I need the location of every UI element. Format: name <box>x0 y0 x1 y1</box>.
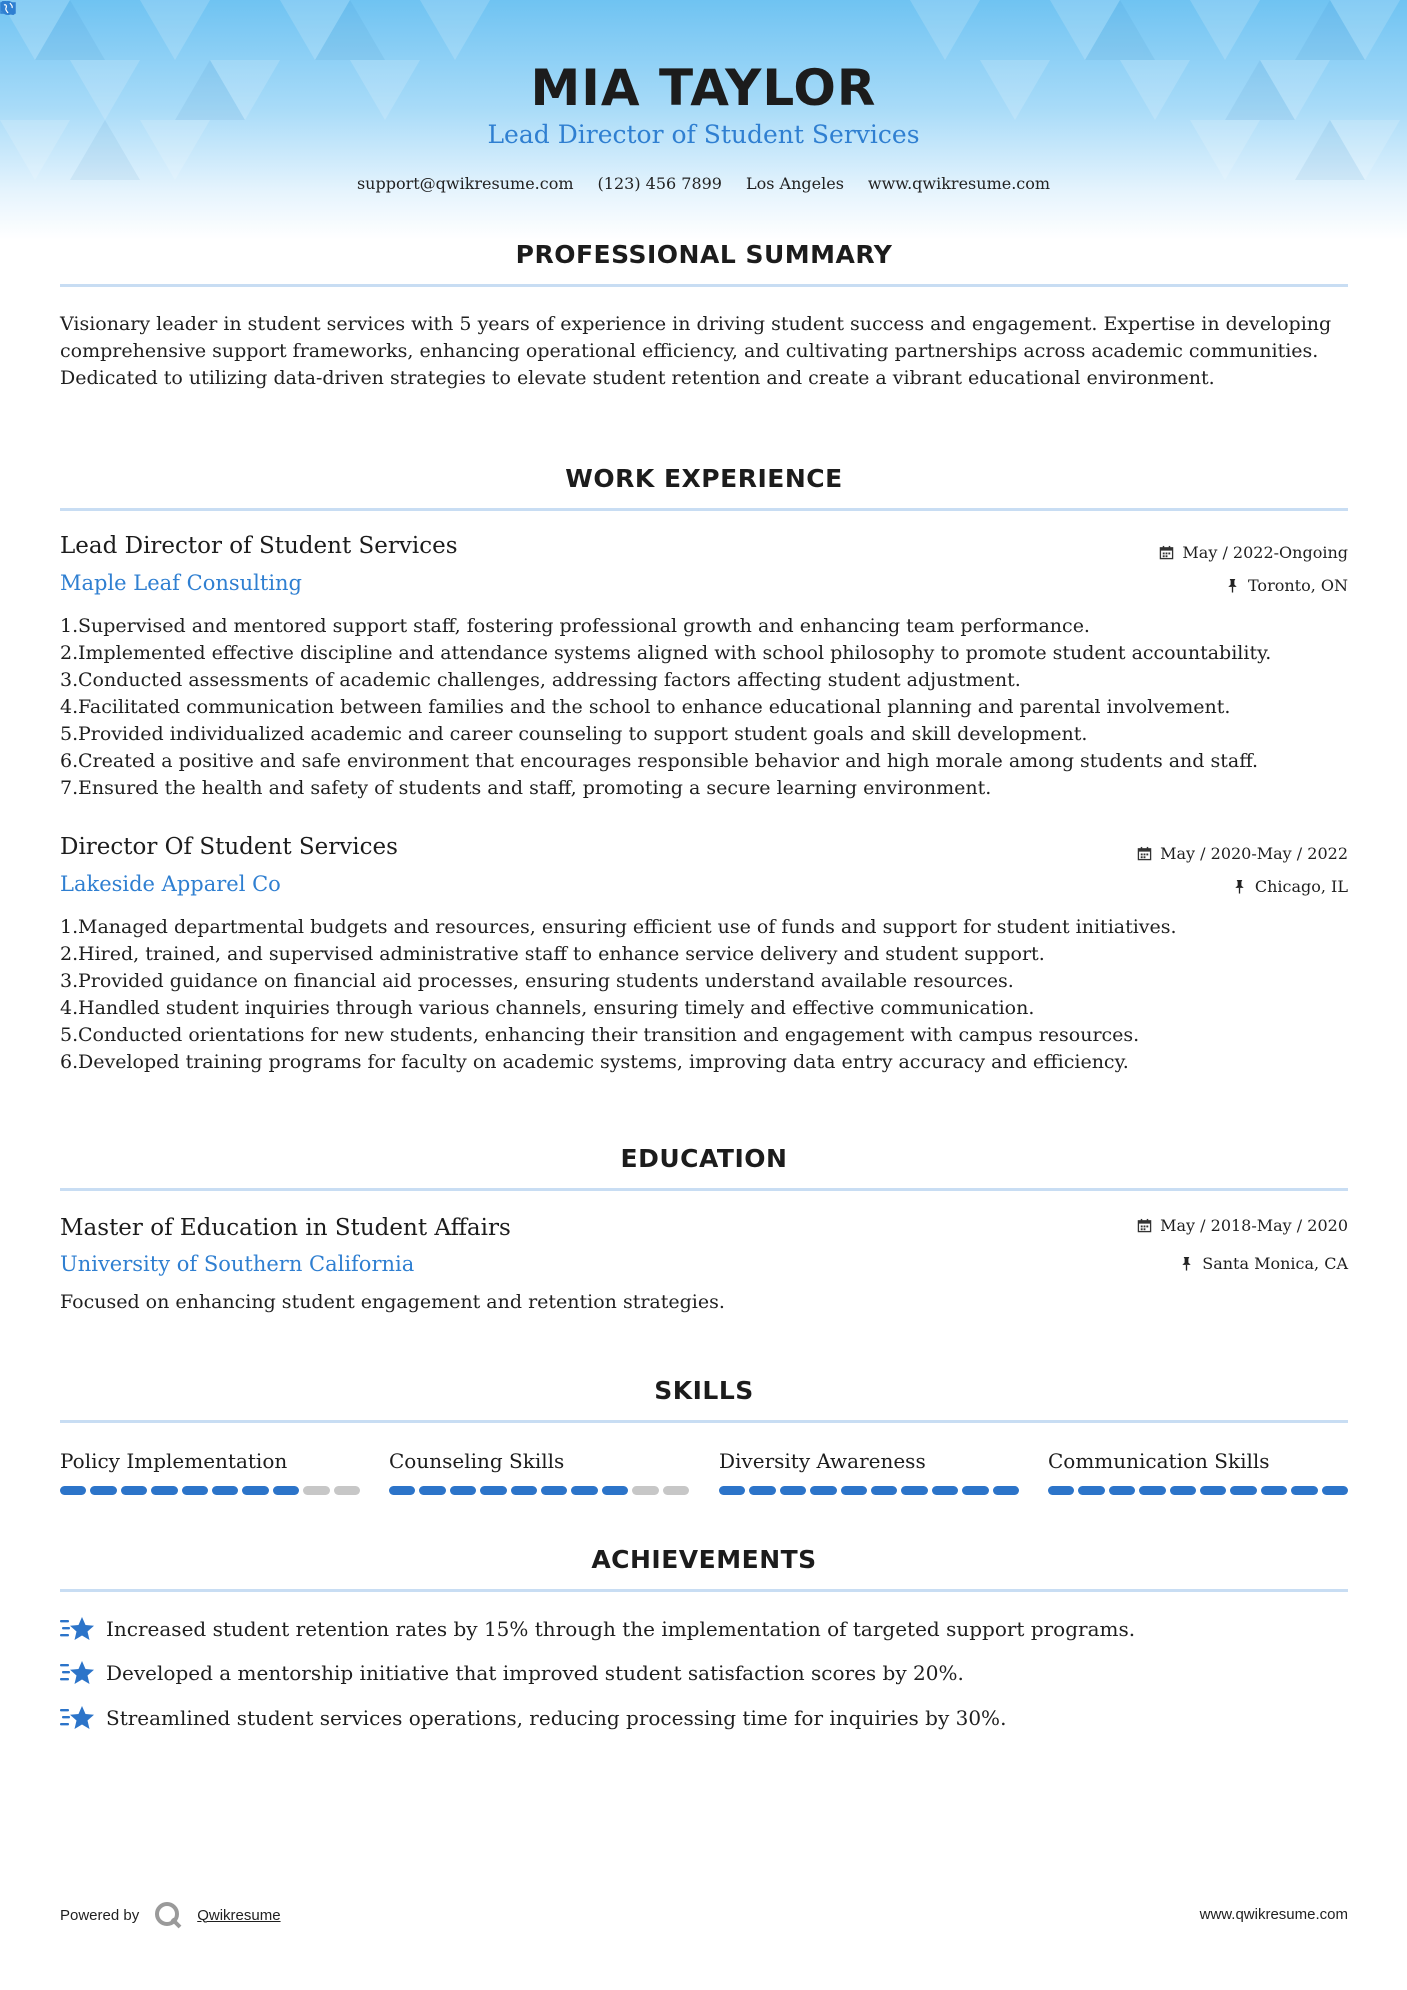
skill-level-segment <box>602 1486 628 1495</box>
job-company: Maple Leaf Consulting <box>60 571 303 595</box>
shooting-star-icon <box>60 1703 94 1733</box>
skill-item <box>60 1448 360 1495</box>
skill-level-segment <box>663 1486 689 1495</box>
summary-divider <box>60 284 1348 287</box>
candidate-name: MIA TAYLOR <box>530 59 877 117</box>
achievements-heading: ACHIEVEMENTS <box>591 1545 817 1574</box>
email-text: support@qwikresume.com <box>356 174 574 193</box>
skill-level-segment <box>450 1486 476 1495</box>
skill-level-segment <box>242 1486 268 1495</box>
list-item: 3. Provided guidance on financial aid processes, ensuring students understand available resources. <box>60 970 1014 992</box>
skill-item <box>389 1448 689 1495</box>
achievement-text: Streamlined student services operations, reducing processing time for inquiries by 30%. <box>106 1706 1007 1730</box>
skill-level-segment <box>841 1486 867 1495</box>
skills-heading: SKILLS <box>654 1376 754 1405</box>
shooting-star-icon <box>60 1658 94 1688</box>
job-dates-text: May / 2020-May / 2022 <box>1160 844 1348 863</box>
skills-divider <box>60 1420 1348 1423</box>
education-dates-text: May / 2018-May / 2020 <box>1160 1216 1348 1235</box>
summary-text: Visionary leader in student services with 5 years of experience in driving student success and engagement. Expertise in developing comprehensive support frameworks, enhancing operational efficiency, and cultivating partnerships across academic communities. Dedicated to utilizing data-driven strategies to elevate student retention and create a vibrant educational environment. <box>60 313 1332 389</box>
skill-level-segment <box>1139 1486 1165 1495</box>
job-bullets <box>60 613 1360 802</box>
skill-level-segment <box>90 1486 116 1495</box>
achievement-text: Increased student retention rates by 15% through the implementation of targeted support programs. <box>106 1617 1136 1641</box>
calendar-icon <box>1159 545 1174 560</box>
list-item: 3. Conducted assessments of academic challenges, addressing factors affecting student adjustment. <box>60 669 1021 691</box>
brand-link[interactable]: Qwikresume <box>197 1906 281 1924</box>
job-dates <box>1159 543 1348 562</box>
skill-item <box>1048 1448 1348 1495</box>
list-item: 6. Developed training programs for faculty on academic systems, improving data entry accuracy and efficiency. <box>60 1051 1129 1073</box>
list-item: 2. Implemented effective discipline and attendance systems aligned with school philosophy to promote student accountability. <box>60 642 1272 664</box>
skill-level-segment <box>1291 1486 1317 1495</box>
job-dates-text: May / 2022-Ongoing <box>1182 543 1348 562</box>
skill-level-segment <box>273 1486 299 1495</box>
skill-level-segment <box>389 1486 415 1495</box>
experience-divider <box>60 508 1348 511</box>
job-location-text: Chicago, IL <box>1254 877 1348 896</box>
skill-level-segment <box>1261 1486 1287 1495</box>
job-company: Lakeside Apparel Co <box>60 872 281 896</box>
skill-level-segment <box>60 1486 86 1495</box>
calendar-icon <box>1137 846 1152 861</box>
list-item: 1. Supervised and mentored support staff, fostering professional growth and enhancing team performance. <box>60 615 1090 637</box>
education-divider <box>60 1188 1348 1191</box>
skill-level-segment <box>182 1486 208 1495</box>
skill-level-segment <box>780 1486 806 1495</box>
list-item: 2. Hired, trained, and supervised administrative staff to enhance service delivery and student support. <box>60 943 1045 965</box>
job-bullets <box>60 914 1360 1076</box>
powered-by-label: Powered by <box>60 1906 140 1924</box>
skill-level-segment <box>962 1486 988 1495</box>
list-item: 1. Managed departmental budgets and resources, ensuring efficient use of funds and support for student initiatives. <box>60 916 1177 938</box>
globe-icon <box>0 0 16 16</box>
footer-powered-by <box>60 1900 281 1930</box>
achievement-item <box>60 1658 964 1688</box>
contact-bar <box>0 174 1407 194</box>
footer-url[interactable]: www.qwikresume.com <box>1199 1906 1348 1923</box>
candidate-title: Lead Director of Student Services <box>487 120 920 149</box>
calendar-icon <box>1137 1218 1152 1233</box>
skill-level-segment <box>993 1486 1019 1495</box>
skill-level-segment <box>719 1486 745 1495</box>
list-item: 7. Ensured the health and safety of students and staff, promoting a secure learning environment. <box>60 777 992 799</box>
contact-email[interactable] <box>357 174 574 194</box>
skill-level-segment <box>334 1486 360 1495</box>
skill-level-segment <box>541 1486 567 1495</box>
education-location-text: Santa Monica, CA <box>1202 1254 1348 1273</box>
skill-level-segment <box>121 1486 147 1495</box>
job-location <box>1232 877 1348 896</box>
skill-level-segment <box>480 1486 506 1495</box>
skill-level-segment <box>1200 1486 1226 1495</box>
pushpin-icon <box>1225 578 1240 593</box>
skill-level-segment <box>151 1486 177 1495</box>
skill-name: Diversity Awareness <box>719 1449 926 1473</box>
list-item: 4. Handled student inquiries through various channels, ensuring timely and effective communication. <box>60 997 1035 1019</box>
contact-phone[interactable] <box>598 174 722 194</box>
skill-name: Communication Skills <box>1048 1449 1270 1473</box>
skill-level-segment <box>571 1486 597 1495</box>
degree-title: Master of Education in Student Affairs <box>60 1215 511 1241</box>
experience-heading: WORK EXPERIENCE <box>565 464 843 493</box>
skill-level-segment <box>1170 1486 1196 1495</box>
skill-level-bar <box>389 1486 689 1495</box>
skill-level-segment <box>1078 1486 1104 1495</box>
achievement-text: Developed a mentorship initiative that improved student satisfaction scores by 20%. <box>106 1661 964 1685</box>
job-title: Lead Director of Student Services <box>60 533 458 559</box>
skill-item <box>719 1448 1019 1495</box>
skill-level-segment <box>1230 1486 1256 1495</box>
achievement-item <box>60 1614 1135 1644</box>
skill-level-segment <box>632 1486 658 1495</box>
qwikresume-logo-icon <box>153 1900 183 1930</box>
shooting-star-icon <box>60 1614 94 1644</box>
skill-level-segment <box>1109 1486 1135 1495</box>
contact-location <box>746 174 844 194</box>
skill-level-segment <box>932 1486 958 1495</box>
skill-level-segment <box>901 1486 927 1495</box>
pushpin-icon <box>1179 1256 1194 1271</box>
job-title: Director Of Student Services <box>60 834 398 860</box>
skill-level-segment <box>511 1486 537 1495</box>
list-item: 5. Conducted orientations for new students, enhancing their transition and engagement with campus resources. <box>60 1024 1140 1046</box>
location-text: Los Angeles <box>745 174 844 193</box>
skill-level-segment <box>871 1486 897 1495</box>
skill-level-bar <box>1048 1486 1348 1495</box>
education-dates <box>1137 1216 1348 1235</box>
skill-name: Policy Implementation <box>60 1449 288 1473</box>
education-description: Focused on enhancing student engagement and retention strategies. <box>60 1291 725 1313</box>
job-location <box>1225 576 1348 595</box>
header-banner <box>0 0 1407 240</box>
job-location-text: Toronto, ON <box>1248 576 1348 595</box>
education-location <box>1179 1254 1348 1273</box>
skill-level-bar <box>60 1486 360 1495</box>
skill-level-segment <box>810 1486 836 1495</box>
achievement-item <box>60 1703 1006 1733</box>
skill-level-segment <box>1048 1486 1074 1495</box>
skill-level-segment <box>1322 1486 1348 1495</box>
pushpin-icon <box>1232 879 1247 894</box>
skill-name: Counseling Skills <box>389 1449 565 1473</box>
achievements-divider <box>60 1589 1348 1592</box>
phone-text: (123) 456 7899 <box>597 174 722 193</box>
contact-website[interactable] <box>868 174 1050 194</box>
skill-level-segment <box>212 1486 238 1495</box>
skill-level-segment <box>419 1486 445 1495</box>
school-name: University of Southern California <box>60 1252 415 1276</box>
list-item: 6. Created a positive and safe environment that encourages responsible behavior and high morale among students and staff. <box>60 750 1259 772</box>
list-item: 4. Facilitated communication between families and the school to enhance educational planning and parental involvement. <box>60 696 1231 718</box>
skill-level-segment <box>303 1486 329 1495</box>
summary-heading: PROFESSIONAL SUMMARY <box>515 240 893 269</box>
list-item: 5. Provided individualized academic and career counseling to support student goals and skill development. <box>60 723 1088 745</box>
job-dates <box>1137 844 1348 863</box>
skill-level-segment <box>749 1486 775 1495</box>
website-text: www.qwikresume.com <box>867 174 1051 193</box>
skill-level-bar <box>719 1486 1019 1495</box>
education-heading: EDUCATION <box>620 1144 788 1173</box>
